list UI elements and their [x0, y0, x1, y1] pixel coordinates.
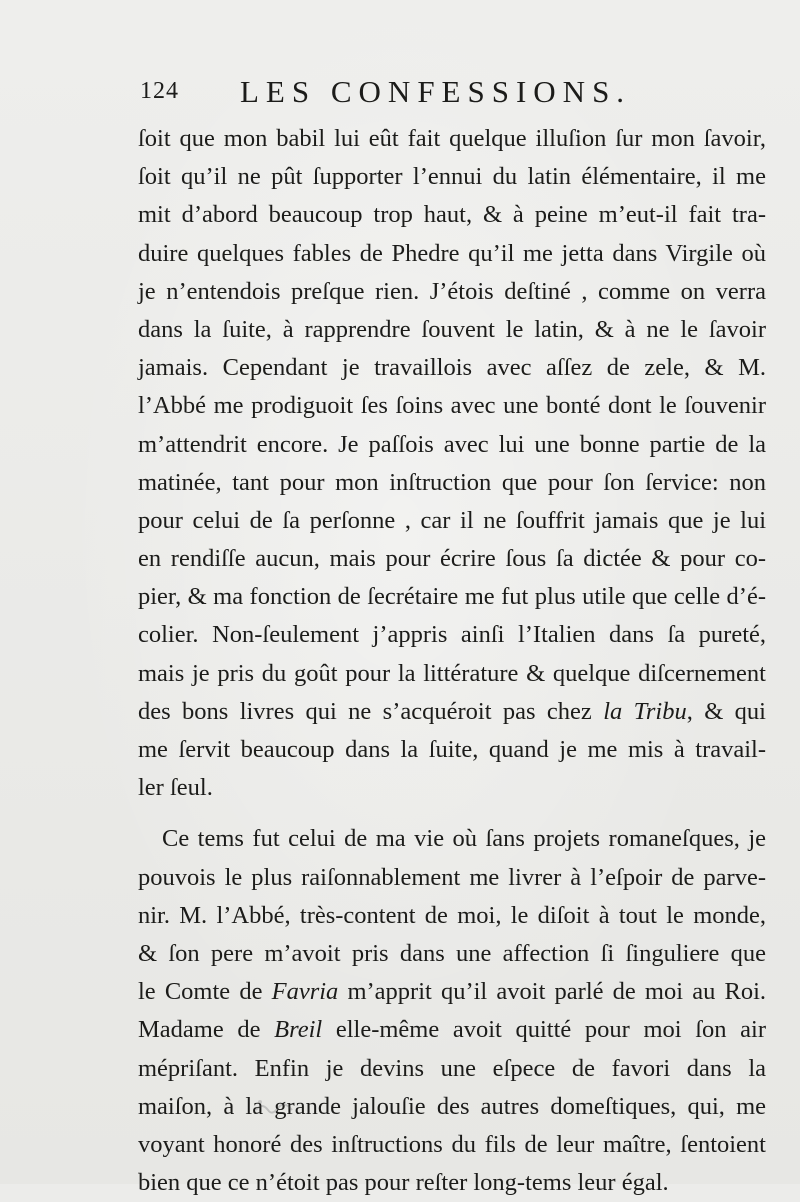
- text-line: des bons livres qui ne s’acquéroit pas chez la Tribu, & qui: [138, 697, 766, 725]
- text-line: en rendiſſe aucun, mais pour écrire ſous ſa dictée & pour co-: [138, 545, 766, 573]
- body-text: [138, 120, 766, 1202]
- page-header: [140, 74, 660, 114]
- paragraph-end-line: bien que ce n’étoit pas pour reſter long-tems leur égal.: [138, 1169, 669, 1197]
- text-line: me ſervit beaucoup dans la ſuite, quand je me mis à travail-: [138, 736, 766, 763]
- text-line: Madame de Breil elle-même avoit quitté pour moi ſon air: [138, 1016, 766, 1044]
- page-number: 124: [140, 78, 179, 104]
- text-line: mit d’abord beaucoup trop haut, & à peine m’eut-il fait tra-: [138, 201, 766, 229]
- text-line: ſoit qu’il ne pût ſupporter l’ennui du latin élémentaire, il me: [138, 163, 766, 191]
- text-line: le Comte de Favria m’apprit qu’il avoit parlé de moi au Roi.: [138, 978, 766, 1006]
- paragraph-start-line: Ce tems fut celui de ma vie où ſans projets romaneſques, je: [162, 825, 766, 853]
- text-line: nir. M. l’Abbé, très-content de moi, le diſoit à tout le monde,: [138, 901, 766, 929]
- text-line: ſoit que mon babil lui eût fait quelque illuſion ſur mon ſavoir,: [138, 125, 766, 152]
- text-line: jamais. Cependant je travaillois avec aſſez de zele, & M.: [138, 354, 766, 382]
- text-line: & ſon pere m’avoit pris dans une affection ſi ſinguliere que: [138, 939, 766, 967]
- text-line: je n’entendois preſque rien. J’étois deſtiné , comme on verra: [138, 277, 766, 305]
- ink-smudge-icon: [248, 1092, 308, 1120]
- text-line: l’Abbé me prodiguoit ſes ſoins avec une bonté dont le ſouvenir: [138, 392, 766, 420]
- text-line: pouvois le plus raiſonnablement me livrer à l’eſpoir de parve-: [138, 863, 766, 891]
- text-line: mais je pris du goût pour la littérature & quelque diſcernement: [138, 659, 766, 687]
- text-line: matinée, tant pour mon inſtruction que pour ſon ſervice: non: [138, 468, 766, 496]
- text-line: maiſon, à la grande jalouſie des autres domeſtiques, qui, me: [138, 1092, 766, 1120]
- paragraph-end-line: ler ſeul.: [138, 774, 213, 802]
- text-line: colier. Non-ſeulement j’appris ainſi l’Italien dans ſa pureté,: [138, 621, 766, 649]
- running-head: LES CONFESSIONS.: [240, 74, 632, 109]
- text-line: pier, & ma fonction de ſecrétaire me fut plus utile que celle d’é-: [138, 583, 766, 611]
- text-line: duire quelques fables de Phedre qu’il me jetta dans Virgile où: [138, 239, 766, 267]
- text-line: mépriſant. Enfin je devins une eſpece de favori dans la: [138, 1054, 766, 1082]
- text-line: m’attendrit encore. Je paſſois avec lui une bonne partie de la: [138, 430, 766, 458]
- text-line: voyant honoré des inſtructions du fils de leur maître, ſentoient: [138, 1130, 766, 1158]
- text-line: pour celui de ſa perſonne , car il ne ſouffrit jamais que je lui: [138, 506, 766, 534]
- text-line: dans la ſuite, à rapprendre ſouvent le latin, & à ne le ſavoir: [138, 315, 766, 343]
